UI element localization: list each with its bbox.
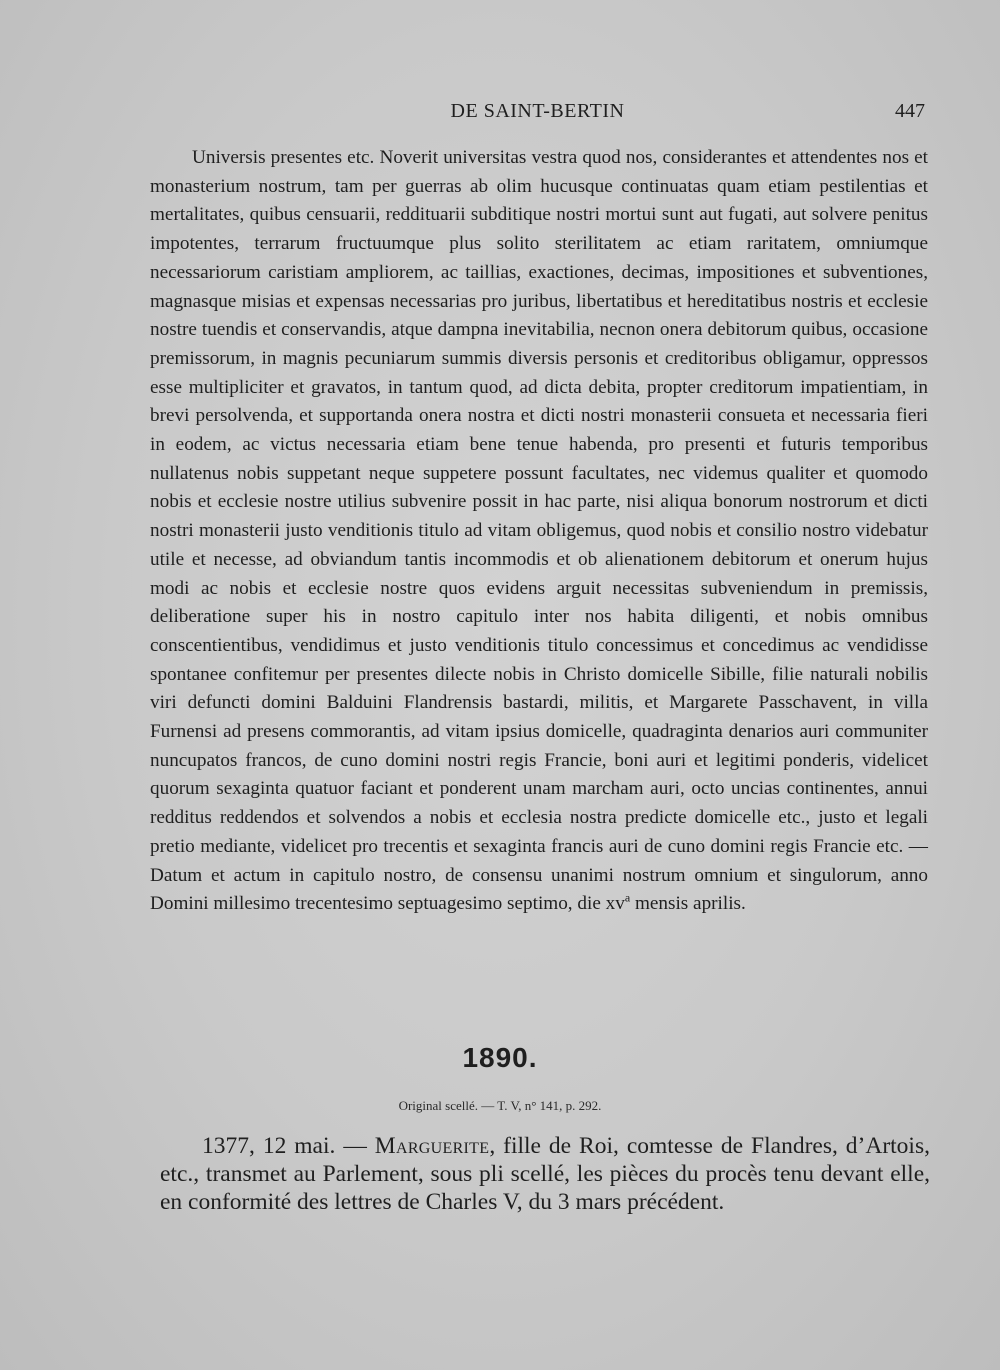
act-summary [160,1132,930,1216]
source-note: Original scellé. — T. V, n° 141, p. 292. [398,1098,602,1113]
charter-text [150,144,928,919]
act-date: 1377, 12 mai. — [202,1133,375,1159]
ordinal-superscript: a [624,890,631,905]
act-number: 1890. [462,1042,538,1073]
charter-text-main: Universis presentes etc. Noverit universitas vestra quod nos, considerantes et attendentes nos et monasterium nostrum, tam per guerras ab olim hucusque continuatas quam etiam pestilentias et mertalitates, quibus censuarii, reddituarii subditique nostri mortui sunt aut fugati, aut solvere penitus impotentes, terrarum fructuumque plus solito sterilitatem ac etiam raritatem, omniumque necessariorum caristiam ampliorem, ac taillias, exactiones, decimas, impositiones et subventiones, magnasque misias et expensas necessarias pro juribus, libertatibus et hereditatibus nostris et ecclesie nostre tuendis et conservandis, atque dampna inevitabilia, necnon onera debitorum quibus, occasione premissorum, in magnis pecuniarum summis diversis personis et creditoribus obligamur, oppressos esse multipliciter et gravatos, in tantum quod, ad dicta debita, propter creditorum impatientiam, in brevi persolvenda, et supportanda onera nostra et dicti nostri monasterii consueta et necessaria fieri in eodem, ac victus necessaria etiam bene tenue habenda, pro presenti et futuris temporibus nullatenus nobis suppetant neque suppetere possunt facultates, nec videmus qualiter et quomodo nobis et ecclesie nostre utilius subvenire possit in hac parte, nisi aliqua bonorum nostrorum et dicti nostri monasterii justo venditionis titulo ad vitam obligemus, quod nobis et consilio nostro videbatur utile et necesse, ad obviandum tantis incommodis et ob alienationem debitorum et onerum hujus modi ac nobis et ecclesie nostre quos evidens arguit necessitas subveniendum in premissis, deliberatione super his in nostro capitulo inter nos habita diligenti, et nobis omnibus conscentientibus, vendidimus et justo venditionis titulo concessimus et concedimus ac vendidisse spontanee confitemur per presentes dilecte nobis in Christo domicelle Sibille, filie naturali nobilis viri defuncti domini Balduini Flandrensis bastardi, militis, et Margarete Passchavent, in villa Furnensi ad presens commorantis, ad vitam ipsius domicelle, quadraginta denarios auri communiter nuncupatos francos, de cuno domini nostri regis Francie, boni auri et legitimi ponderis, videlicet quorum sexaginta quatuor faciant et ponderent unam marcham auri, octo uncias continentes, annui redditus reddendos et solvendos a nobis et ecclesia nostra predicte domicelle etc., justo et legali pretio mediante, videlicet pro trecentis et sexaginta francis auri de cuno domini regis Francie etc. — Datum et actum in capitulo nostro, de consensu unanimi nostrum omnium et singulorum, anno Domini millesimo trecentesimo septuagesimo septimo, die xv [150,147,928,915]
running-head [150,100,925,128]
page-number: 447 [895,100,925,122]
person-name: Marguerite [374,1133,490,1159]
charter-text-end: mensis aprilis. [630,893,746,915]
running-title: DE SAINT-BERTIN [450,100,625,122]
act-summary-text: , fille de Roi, comtesse de Flandres, d’Artois, etc., transmet au Parlement, sous pli scellé, les pièces du procès tenu devant elle, en conformité des lettres de Charles V, du 3 mars précédent. [160,1133,930,1215]
